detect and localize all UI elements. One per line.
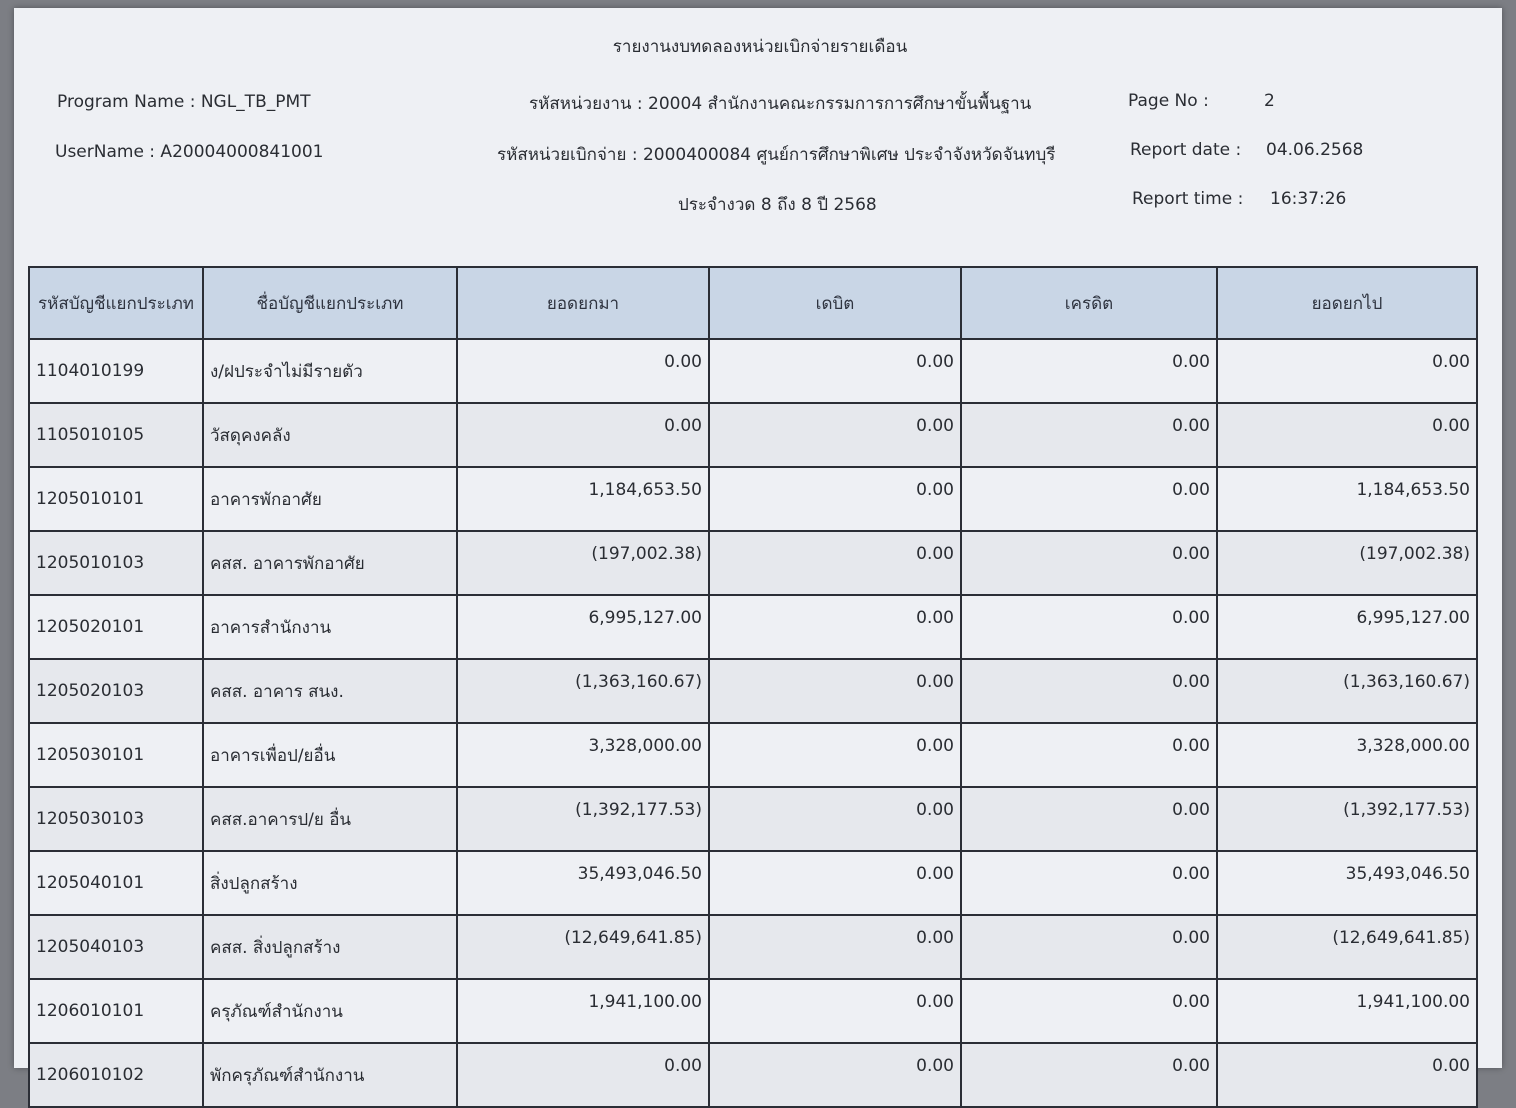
- account-code: 1205040101: [29, 851, 203, 915]
- account-name: คสส. อาคาร สนง.: [203, 659, 457, 723]
- closing-balance: 35,493,046.50: [1217, 851, 1477, 915]
- opening-balance: 1,184,653.50: [457, 467, 709, 531]
- opening-balance: (197,002.38): [457, 531, 709, 595]
- account-code: 1104010199: [29, 339, 203, 403]
- closing-balance: (1,363,160.67): [1217, 659, 1477, 723]
- closing-balance: (12,649,641.85): [1217, 915, 1477, 979]
- col-header-closing-balance: ยอดยกไป: [1217, 267, 1477, 339]
- credit: 0.00: [961, 723, 1217, 787]
- account-code: 1105010105: [29, 403, 203, 467]
- table-row: [29, 723, 1477, 787]
- closing-balance: (1,392,177.53): [1217, 787, 1477, 851]
- account-name: อาคารสำนักงาน: [203, 595, 457, 659]
- closing-balance: 3,328,000.00: [1217, 723, 1477, 787]
- report-title: รายงานงบทดลองหน่วยเบิกจ่ายรายเดือน: [612, 37, 908, 57]
- report-time-label: Report time :: [1132, 189, 1244, 209]
- opening-balance: (12,649,641.85): [457, 915, 709, 979]
- table-row: [29, 339, 1477, 403]
- debit: 0.00: [709, 467, 961, 531]
- account-code: 1206010101: [29, 979, 203, 1043]
- closing-balance: 0.00: [1217, 339, 1477, 403]
- opening-balance: 35,493,046.50: [457, 851, 709, 915]
- debit: 0.00: [709, 339, 961, 403]
- account-name: อาคารเพื่อป/ยอื่น: [203, 723, 457, 787]
- account-name: ง/ฝประจำไม่มีรายตัว: [203, 339, 457, 403]
- closing-balance: (197,002.38): [1217, 531, 1477, 595]
- table-row: [29, 659, 1477, 723]
- page-no-value: 2: [1264, 91, 1275, 111]
- account-name: พักครุภัณฑ์สำนักงาน: [203, 1043, 457, 1107]
- credit: 0.00: [961, 659, 1217, 723]
- col-header-account-name: ชื่อบัญชีแยกประเภท: [203, 267, 457, 339]
- table-row: [29, 915, 1477, 979]
- table-row: [29, 787, 1477, 851]
- table-row: [29, 595, 1477, 659]
- credit: 0.00: [961, 531, 1217, 595]
- account-code: 1206010102: [29, 1043, 203, 1107]
- closing-balance: 0.00: [1217, 403, 1477, 467]
- col-header-debit: เดบิต: [709, 267, 961, 339]
- closing-balance: 0.00: [1217, 1043, 1477, 1107]
- opening-balance: 0.00: [457, 339, 709, 403]
- debit: 0.00: [709, 531, 961, 595]
- debit: 0.00: [709, 787, 961, 851]
- account-name: คสส. สิ่งปลูกสร้าง: [203, 915, 457, 979]
- account-name: สิ่งปลูกสร้าง: [203, 851, 457, 915]
- report-date-label: Report date :: [1130, 140, 1242, 160]
- credit: 0.00: [961, 467, 1217, 531]
- col-header-opening-balance: ยอดยกมา: [457, 267, 709, 339]
- account-name: ครุภัณฑ์สำนักงาน: [203, 979, 457, 1043]
- debit: 0.00: [709, 723, 961, 787]
- table-header-row: [29, 267, 1477, 339]
- debit: 0.00: [709, 979, 961, 1043]
- table-row: [29, 979, 1477, 1043]
- opening-balance: 0.00: [457, 1043, 709, 1107]
- opening-balance: 6,995,127.00: [457, 595, 709, 659]
- opening-balance: 3,328,000.00: [457, 723, 709, 787]
- credit: 0.00: [961, 979, 1217, 1043]
- user-name: UserName : A20004000841001: [55, 142, 324, 162]
- debit: 0.00: [709, 1043, 961, 1107]
- account-name: วัสดุคงคลัง: [203, 403, 457, 467]
- account-code: 1205020103: [29, 659, 203, 723]
- debit: 0.00: [709, 595, 961, 659]
- credit: 0.00: [961, 851, 1217, 915]
- table-row: [29, 1043, 1477, 1107]
- col-header-account-code: รหัสบัญชีแยกประเภท: [29, 267, 203, 339]
- closing-balance: 1,941,100.00: [1217, 979, 1477, 1043]
- account-code: 1205010103: [29, 531, 203, 595]
- debit: 0.00: [709, 403, 961, 467]
- agency-code: รหัสหน่วยงาน : 20004 สำนักงานคณะกรรมการการศึกษาขั้นพื้นฐาน: [529, 94, 1032, 114]
- credit: 0.00: [961, 339, 1217, 403]
- account-code: 1205030101: [29, 723, 203, 787]
- account-code: 1205010101: [29, 467, 203, 531]
- trial-balance-table: [28, 266, 1478, 1108]
- closing-balance: 6,995,127.00: [1217, 595, 1477, 659]
- table-row: [29, 851, 1477, 915]
- account-name: คสส. อาคารพักอาศัย: [203, 531, 457, 595]
- debit: 0.00: [709, 915, 961, 979]
- closing-balance: 1,184,653.50: [1217, 467, 1477, 531]
- credit: 0.00: [961, 787, 1217, 851]
- page-no-label: Page No :: [1128, 91, 1209, 111]
- credit: 0.00: [961, 403, 1217, 467]
- program-name: Program Name : NGL_TB_PMT: [57, 92, 311, 112]
- credit: 0.00: [961, 915, 1217, 979]
- account-name: อาคารพักอาศัย: [203, 467, 457, 531]
- debit: 0.00: [709, 851, 961, 915]
- account-code: 1205020101: [29, 595, 203, 659]
- table-row: [29, 531, 1477, 595]
- opening-balance: (1,363,160.67): [457, 659, 709, 723]
- report-date-value: 04.06.2568: [1266, 140, 1364, 160]
- debit: 0.00: [709, 659, 961, 723]
- account-code: 1205030103: [29, 787, 203, 851]
- credit: 0.00: [961, 595, 1217, 659]
- opening-balance: 0.00: [457, 403, 709, 467]
- report-period: ประจำงวด 8 ถึง 8 ปี 2568: [678, 195, 877, 215]
- account-code: 1205040103: [29, 915, 203, 979]
- report-time-value: 16:37:26: [1270, 189, 1347, 209]
- opening-balance: 1,941,100.00: [457, 979, 709, 1043]
- opening-balance: (1,392,177.53): [457, 787, 709, 851]
- credit: 0.00: [961, 1043, 1217, 1107]
- account-name: คสส.อาคารป/ย อื่น: [203, 787, 457, 851]
- disbursement-unit: รหัสหน่วยเบิกจ่าย : 2000400084 ศูนย์การศึกษาพิเศษ ประจำจังหวัดจันทบุรี: [497, 145, 1056, 165]
- table-row: [29, 403, 1477, 467]
- col-header-credit: เครดิต: [961, 267, 1217, 339]
- table-row: [29, 467, 1477, 531]
